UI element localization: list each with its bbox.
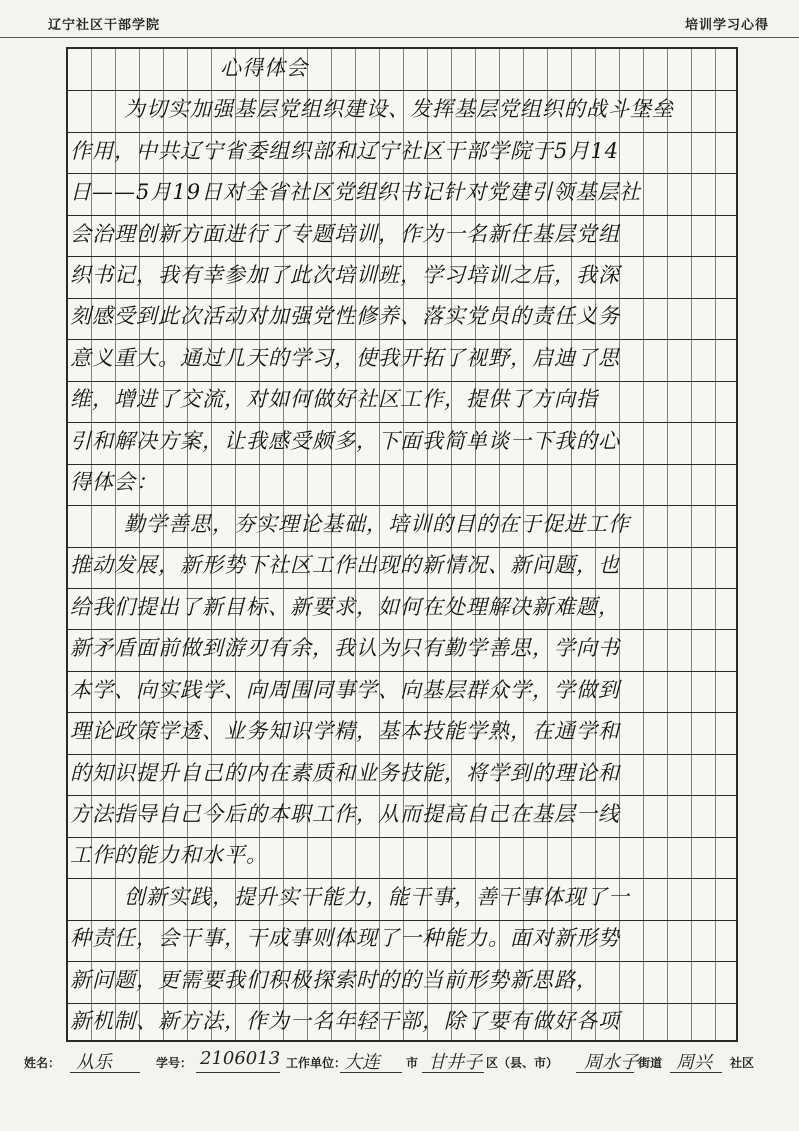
grid-row-line bbox=[68, 422, 736, 423]
grid-row-line bbox=[68, 90, 736, 91]
essay-line: 刻感受到此次活动对加强党性修养、落实党员的责任义务 bbox=[70, 304, 620, 329]
essay-line: 本学、向实践学、向周围同事学、向基层群众学，学做到 bbox=[70, 677, 620, 702]
essay-line: 新机制、新方法，作为一名年轻干部，除了要有做好各项 bbox=[70, 1009, 620, 1034]
city-underline bbox=[340, 1072, 402, 1073]
name-label: 姓名： bbox=[24, 1056, 61, 1070]
grid-row-line bbox=[68, 339, 736, 340]
street-value: 周水子 bbox=[584, 1052, 638, 1073]
essay-line: 理论政策学透、业务知识学精，基本技能学熟，在通学和 bbox=[70, 719, 620, 744]
grid-row-line bbox=[68, 920, 736, 921]
essay-line: 推动发展，新形势下社区工作出现的新情况、新问题，也 bbox=[70, 553, 620, 578]
grid-row-line bbox=[68, 878, 736, 879]
grid-row-line bbox=[68, 298, 736, 299]
essay-line: 意义重大。通过几天的学习，使我开拓了视野，启迪了思 bbox=[70, 345, 620, 370]
grid-row-line bbox=[68, 547, 736, 548]
essay-line: 新矛盾面前做到游刃有余，我认为只有勤学善思，学向书 bbox=[70, 636, 620, 661]
grid-row-line bbox=[68, 712, 736, 713]
grid-row-line bbox=[68, 795, 736, 796]
grid-row-line bbox=[68, 173, 736, 174]
grid-row-line bbox=[68, 1003, 736, 1004]
name-underline bbox=[70, 1072, 140, 1073]
community-underline bbox=[670, 1072, 722, 1073]
grid-row-line bbox=[68, 754, 736, 755]
street-suffix: 街道 bbox=[638, 1056, 663, 1070]
city-value: 大连 bbox=[344, 1052, 380, 1073]
grid-row-line bbox=[68, 505, 736, 506]
header-rule bbox=[0, 37, 799, 38]
grid-row-line bbox=[68, 837, 736, 838]
essay-line: 维，增进了交流，对如何做好社区工作，提供了方向指 bbox=[70, 387, 598, 412]
grid-row-line bbox=[68, 132, 736, 133]
header-institution: 辽宁社区干部学院 bbox=[48, 18, 161, 33]
community-suffix: 社区 bbox=[730, 1056, 755, 1070]
work-unit-label: 工作单位： bbox=[286, 1056, 347, 1070]
community-value: 周兴 bbox=[676, 1052, 712, 1073]
grid-row-line bbox=[68, 629, 736, 630]
essay-line: 方法指导自己今后的本职工作，从而提高自己在基层一线 bbox=[70, 801, 620, 826]
essay-line: 勤学善思，夯实理论基础，培训的目的在于促进工作 bbox=[124, 511, 630, 536]
grid-row-line bbox=[68, 256, 736, 257]
essay-line: 作用，中共辽宁省委组织部和辽宁社区干部学院于5月14 bbox=[70, 138, 620, 163]
essay-line: 创新实践，提升实干能力，能干事，善干事体现了一 bbox=[124, 884, 630, 909]
student-id-value: 2106013 bbox=[200, 1048, 281, 1069]
grid-row-line bbox=[68, 464, 736, 465]
grid-row-line bbox=[68, 588, 736, 589]
essay-line: 日——5月19日对全省社区党组织书记针对党建引领基层社 bbox=[70, 180, 642, 205]
student-id-underline bbox=[196, 1072, 280, 1073]
district-value: 甘井子 bbox=[428, 1052, 482, 1073]
essay-line: 新问题，更需要我们积极探索时的的当前形势新思路， bbox=[70, 967, 598, 992]
footer-form bbox=[24, 1046, 775, 1082]
essay-line: 织书记，我有幸参加了此次培训班，学习培训之后，我深 bbox=[70, 263, 620, 288]
essay-title: 心得体会 bbox=[220, 55, 308, 80]
street-underline bbox=[576, 1072, 634, 1073]
essay-line: 的知识提升自己的内在素质和业务技能，将学到的理论和 bbox=[70, 760, 620, 785]
student-id-label: 学号： bbox=[156, 1056, 193, 1070]
essay-line: 得体会： bbox=[70, 470, 158, 495]
grid-row-line bbox=[68, 961, 736, 962]
essay-line: 引和解决方案，让我感受颇多，下面我简单谈一下我的心 bbox=[70, 428, 620, 453]
grid-row-line bbox=[68, 381, 736, 382]
header-document-type: 培训学习心得 bbox=[684, 18, 769, 33]
essay-line: 给我们提出了新目标、新要求，如何在处理解决新难题， bbox=[70, 594, 620, 619]
name-value: 从乐 bbox=[76, 1052, 112, 1073]
district-suffix: 区（县、市） bbox=[486, 1056, 559, 1070]
essay-line: 工作的能力和水平。 bbox=[70, 843, 268, 868]
essay-line: 种责任，会干事，干成事则体现了一种能力。面对新形势 bbox=[70, 926, 620, 951]
city-suffix: 市 bbox=[406, 1056, 419, 1070]
grid-row-line bbox=[68, 215, 736, 216]
essay-line: 为切实加强基层党组织建设、发挥基层党组织的战斗堡垒 bbox=[124, 97, 674, 122]
essay-line: 会治理创新方面进行了专题培训，作为一名新任基层党组 bbox=[70, 221, 620, 246]
district-underline bbox=[422, 1072, 484, 1073]
grid-row-line bbox=[68, 671, 736, 672]
